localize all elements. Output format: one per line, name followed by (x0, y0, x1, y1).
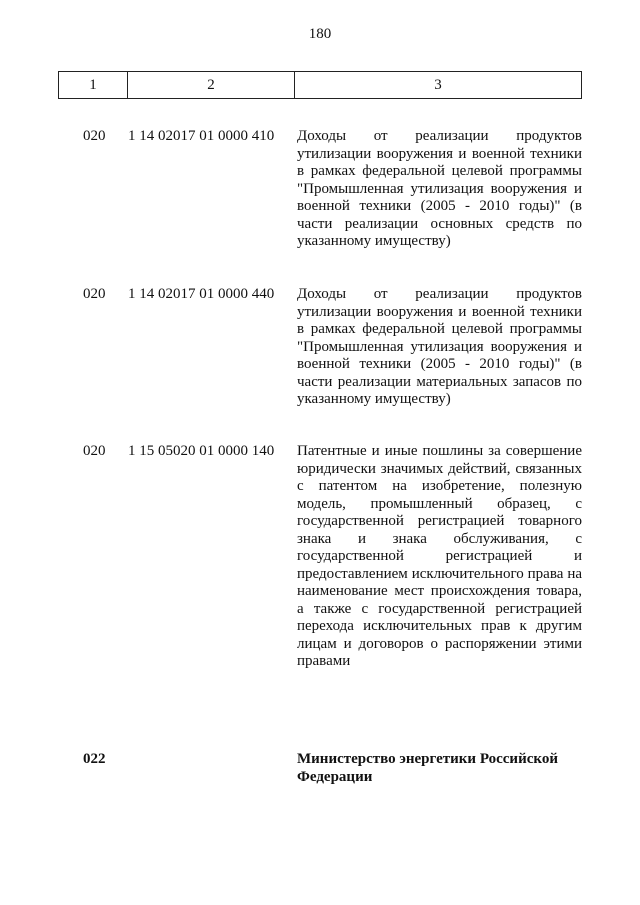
income-description: Доходы от реализации продуктов утилизации вооружения и военной техники в рамках федеральной целевой программы "Промышленная утилизация вооружения и военной техники (2005 - 2010 годы)" (в части реализации материальных запасов по указанному имуществу) (297, 286, 582, 407)
budget-classification-code: 1 14 02017 01 0000 410 (128, 128, 275, 144)
admin-code: 020 (83, 286, 106, 302)
column-header-1: 1 (59, 72, 128, 99)
admin-code: 020 (83, 128, 106, 144)
column-header-row (59, 72, 582, 99)
page-number: 180 (308, 26, 332, 42)
income-description: Доходы от реализации продуктов утилизации вооружения и военной техники в рамках федеральной целевой программы "Промышленная утилизация вооружения и военной техники (2005 - 2010 годы)" (в части реализации основных средств по указанному имуществу) (297, 128, 582, 249)
section-title: Министерство энергетики Российской Федерации (297, 751, 558, 785)
budget-classification-code: 1 14 02017 01 0000 440 (128, 286, 275, 302)
income-description: Патентные и иные пошлины за совершение юридически значимых действий, связанных с патентом на изобретение, полезную модель, промышленный образец, с государственной регистрацией товарного знака и знака обслуживания, с государственной регистрацией и предоставлением исключительного права на наименование мест происхождения товара, а также с государственной регистрацией перехода исключительных прав к другим лицам и договоров о распоряжении этими правами (297, 443, 582, 669)
column-header-2: 2 (128, 72, 295, 99)
column-header-3: 3 (295, 72, 582, 99)
budget-classification-code: 1 15 05020 01 0000 140 (128, 443, 275, 459)
admin-code: 020 (83, 443, 106, 459)
section-admin-code: 022 (83, 751, 106, 767)
column-header-table (58, 71, 582, 99)
